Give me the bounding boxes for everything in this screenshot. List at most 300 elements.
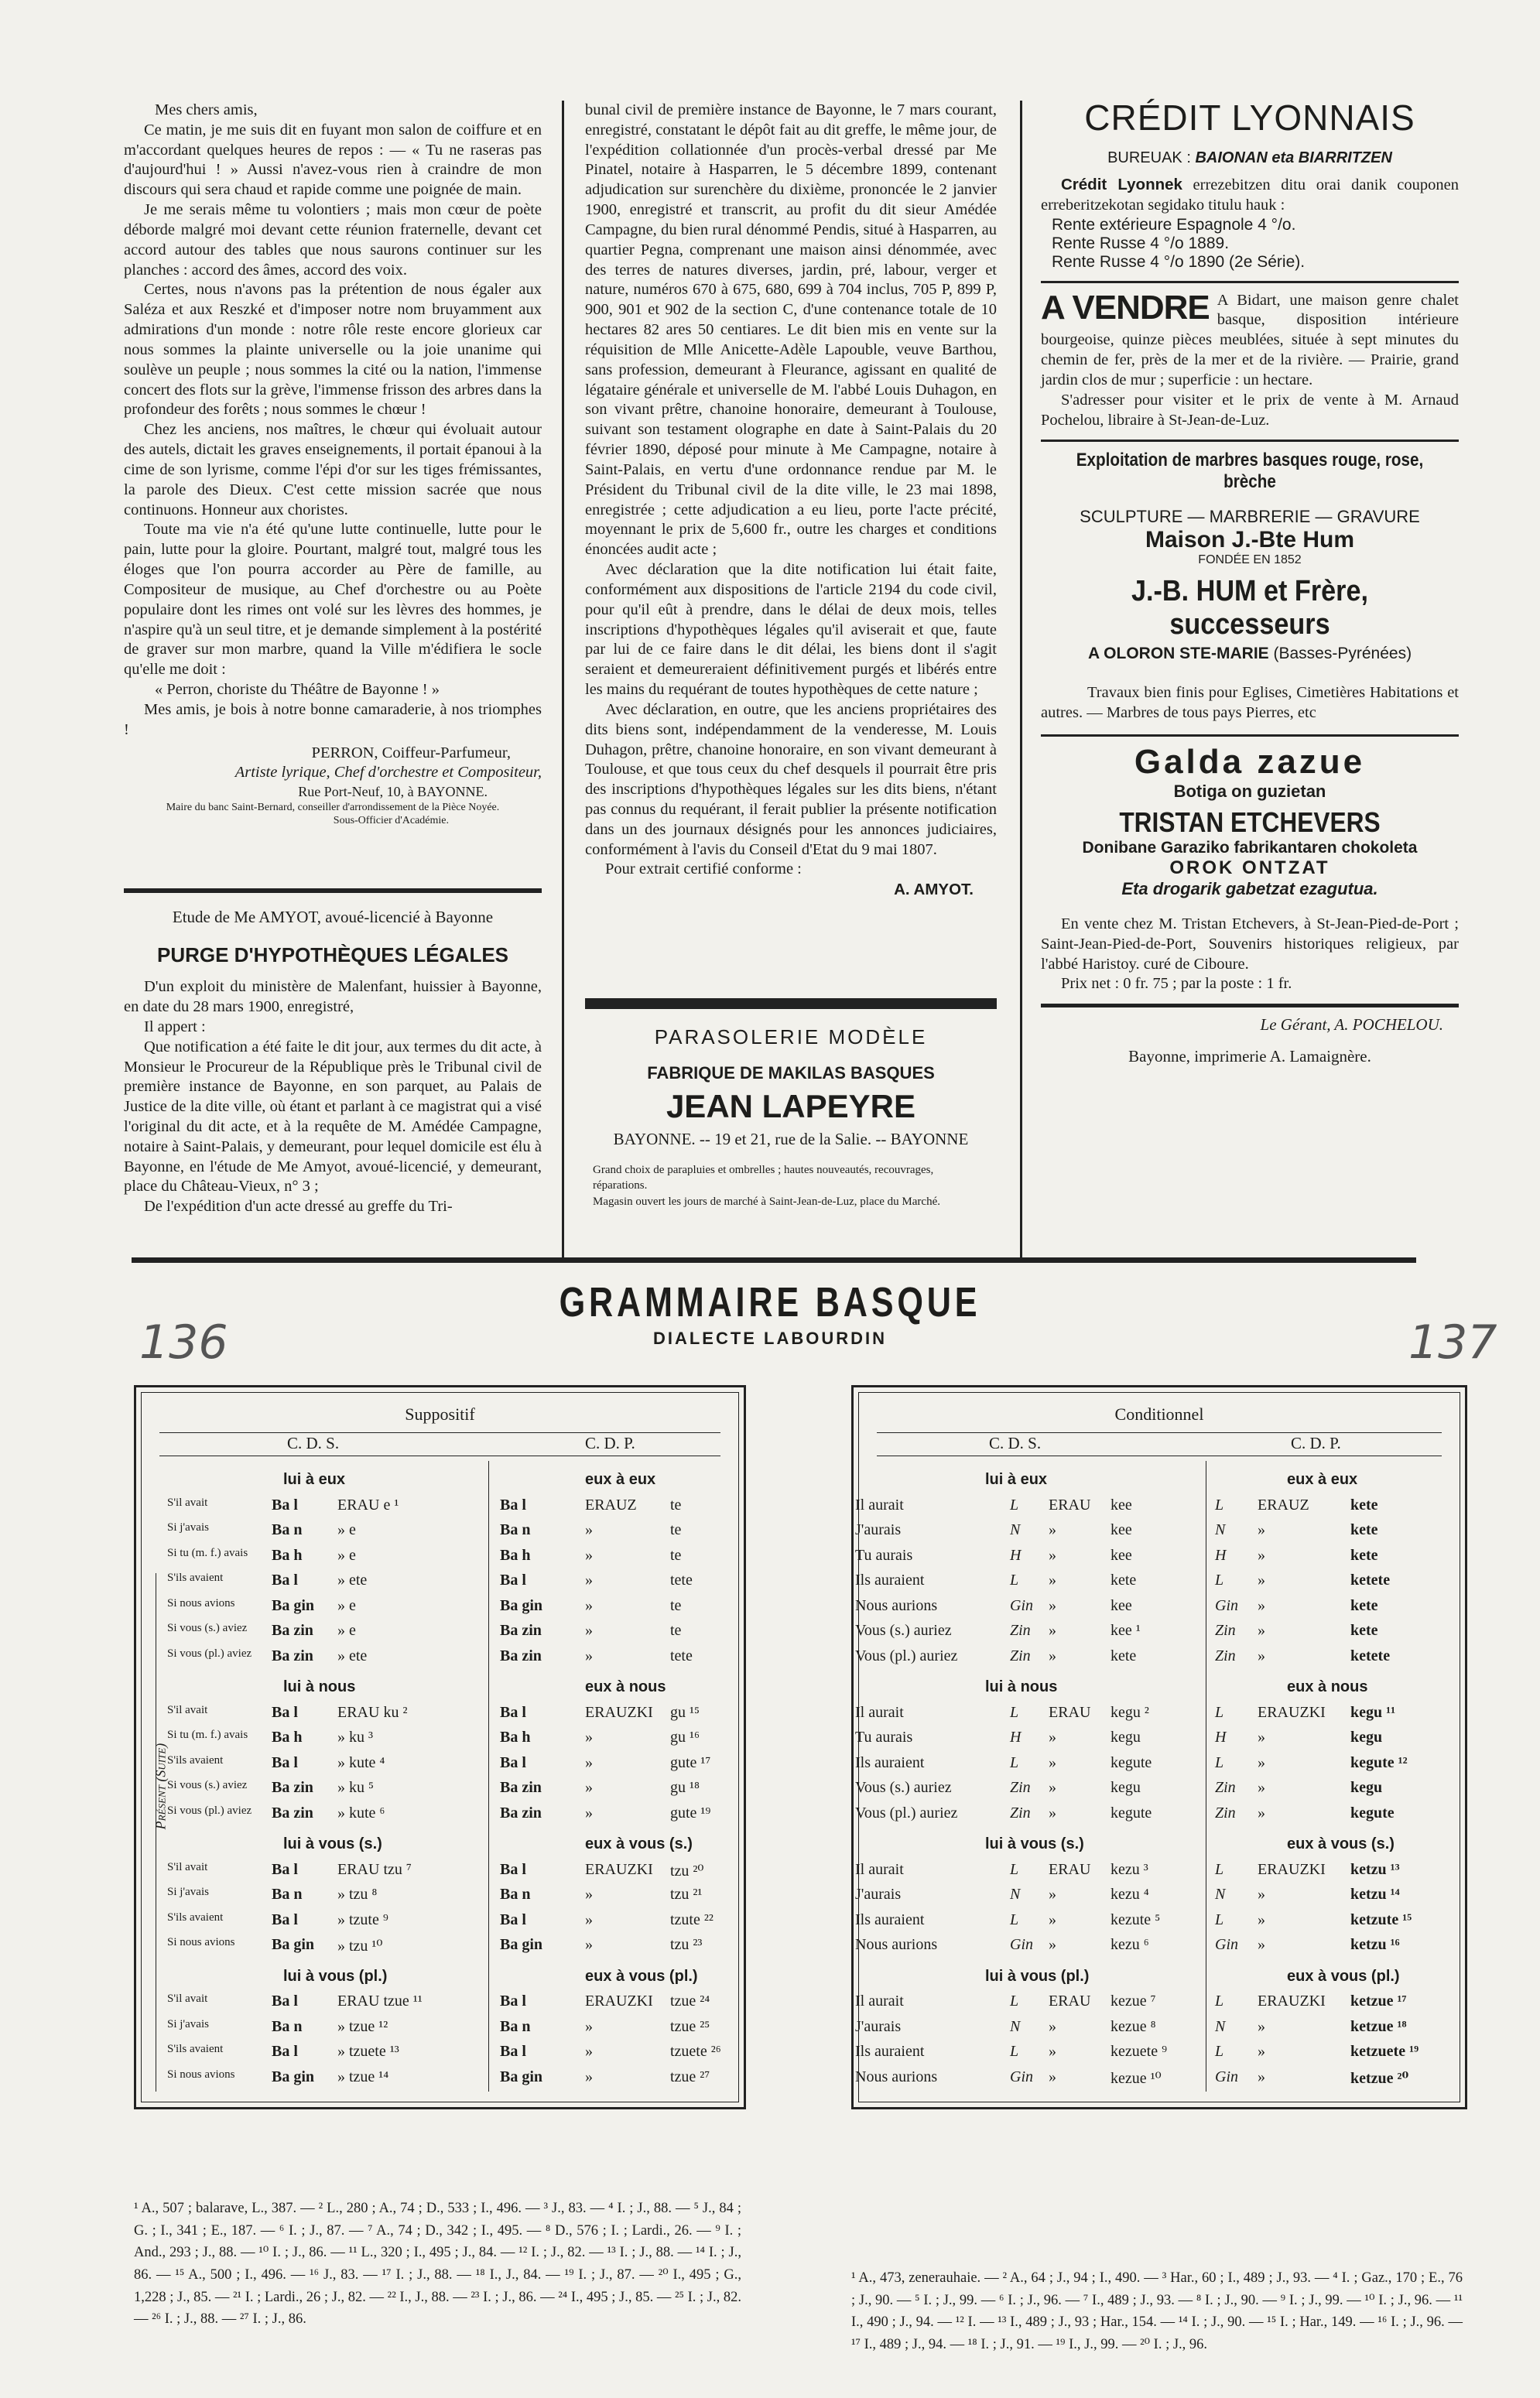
letter-paragraph: « Perron, choriste du Théâtre de Bayonne ! »: [155, 681, 440, 699]
group-label: eux à eux: [585, 1471, 656, 1488]
table-cell: kete: [1350, 1496, 1378, 1514]
table-cell: »: [1049, 1911, 1056, 1928]
group-label: eux à nous: [1287, 1678, 1368, 1695]
table-cell: tzue ²⁷: [670, 2068, 710, 2085]
table-row: [136, 1572, 744, 1597]
table-cell: ERAUZ: [585, 1496, 637, 1514]
table-cell: »: [585, 2017, 593, 2035]
table-cell: »: [585, 1804, 593, 1822]
table-row: [136, 2043, 744, 2068]
table-cell: H: [1010, 1546, 1022, 1564]
table-cell: Zin: [1010, 1779, 1031, 1796]
credit-text: errezebitzen ditu orai danik couponen erreberitzekotan segidako titulu hauk :: [1041, 176, 1459, 214]
table-cell: J'aurais: [855, 2017, 902, 2035]
table-cell: H: [1215, 1729, 1227, 1746]
col-header-cdp: C. D. P.: [1291, 1434, 1341, 1452]
table-cell: ketzute ¹⁵: [1350, 1911, 1412, 1928]
table-row: [854, 1597, 1465, 1623]
table-cell: Gin: [1215, 2068, 1238, 2085]
table-cell: Ba l: [500, 1572, 526, 1589]
table-cell: gu ¹⁸: [670, 1779, 700, 1796]
group-label: eux à vous (s.): [1287, 1835, 1395, 1852]
table-cell: Si j'avais: [167, 1521, 209, 1534]
table-cell: kete: [1350, 1622, 1378, 1639]
table-row: [854, 2043, 1465, 2068]
table-cell: N: [1010, 1521, 1021, 1538]
galda-name: TRISTAN ETCHEVERS: [1119, 806, 1381, 839]
ad-name: JEAN LAPEYRE: [666, 1088, 916, 1124]
table-row: [136, 1804, 744, 1830]
table-cell: kegu: [1350, 1779, 1383, 1796]
table-cell: » e: [337, 1596, 356, 1614]
table-cell: L: [1215, 1860, 1224, 1878]
table-cell: Ba gin: [500, 2068, 543, 2085]
table-cell: »: [1258, 1521, 1265, 1538]
marbres-location: [1041, 645, 1459, 663]
divider: [1041, 440, 1459, 442]
left-column: [124, 101, 542, 828]
table-cell: kete: [1350, 1546, 1378, 1564]
table-cell: L: [1215, 1572, 1224, 1589]
group-label: lui à vous (s.): [283, 1835, 382, 1852]
group-label: lui à vous (pl.): [985, 1967, 1090, 1985]
table-cell: Si nous avions: [167, 2068, 235, 2081]
table-cell: Ba zin: [272, 1622, 313, 1639]
table-cell: Ba h: [500, 1729, 531, 1746]
table-cell: » ete: [337, 1647, 368, 1664]
table-cell: ERAU e ¹: [337, 1496, 399, 1514]
table-cell: S'ils avaient: [167, 1753, 224, 1767]
table-cell: Ba n: [272, 1886, 303, 1903]
group-label: eux à vous (pl.): [1287, 1967, 1400, 1985]
table-cell: ERAUZKI: [1258, 1993, 1326, 2010]
table-cell: L: [1215, 1911, 1224, 1928]
table-row: [136, 1886, 744, 1911]
footnotes-right: ¹ A., 473, zenerauhaie. — ² A., 64 ; J., 94 ; I., 490. — ³ Har., 60 ; I., 489 ; J., 93. — ⁴ I. ; Gaz., 170 ; E., 76 ; J., 90. — ⁵ I. ; J., 99. — ⁶ I. ; J., 96. — ⁷ I., 489 ; J., 93. — ⁸ I. ; J., 90. — ⁹ I. ; J., 99. — ¹⁰ I. ; J., 96. — ¹¹ I., 490 ; J., 94. — ¹² I. — ¹³ I., 489 ; J., 93 ; Har., 154. — ¹⁴ I. ; J., 90. — ¹⁵ I. ; Har., 149. — ¹⁶ I. ; J., 96. — ¹⁷ I., 489 ; J., 94. — ¹⁸ I. ; J., 91. — ¹⁹ I., J., 99. — ²⁰ I. ; J., 96.: [851, 2270, 1463, 2353]
table-cell: kete: [1111, 1572, 1137, 1589]
table-cell: »: [585, 1622, 593, 1639]
table-row: [854, 1547, 1465, 1572]
table-cell: Ba n: [500, 1886, 531, 1903]
table-cell: te: [670, 1596, 682, 1614]
table-row: [854, 1804, 1465, 1830]
table-row: [136, 2068, 744, 2094]
table-cell: gute ¹⁹: [670, 1804, 711, 1822]
table-cell: tzue ²⁵: [670, 2017, 710, 2035]
table-cell: »: [585, 1521, 593, 1538]
table-cell: kegute: [1111, 1804, 1152, 1822]
table-cell: Ba n: [272, 1521, 303, 1538]
table-cell: »: [1049, 1572, 1056, 1589]
table-row: [136, 1497, 744, 1522]
table-cell: Ba h: [500, 1546, 531, 1564]
table-cell: Gin: [1010, 1936, 1033, 1953]
table-cell: Zin: [1215, 1804, 1236, 1822]
table-cell: Il aurait: [855, 1496, 904, 1514]
table-cell: »: [1258, 2017, 1265, 2035]
table-cell: S'ils avaient: [167, 1911, 224, 1924]
table-cell: »: [585, 1647, 593, 1664]
table-cell: Ba zin: [272, 1804, 313, 1822]
table-cell: » tzu ⁸: [337, 1886, 378, 1903]
table-cell: Ba gin: [272, 1596, 315, 1614]
table-cell: Zin: [1010, 1804, 1031, 1822]
table-cell: N: [1010, 2017, 1021, 2035]
table-row: [854, 2068, 1465, 2094]
letter-paragraph: Chez les anciens, nos maîtres, le chœur qui évoluait autour des autels, dictait les graves enseignements, il portait épanoui à la cime de son lyrisme, comme l'épi d'or sur les tiges frémissantes, la parole des Dieux. C'est cette mission sacrée que nous continuons. Honneur aux choristes.: [124, 421, 542, 518]
table-cell: »: [1258, 1622, 1265, 1639]
table-cell: te: [670, 1546, 682, 1564]
table-cell: Ba l: [272, 1572, 298, 1589]
table-cell: »: [1258, 1596, 1265, 1614]
table-cell: kee: [1111, 1546, 1132, 1564]
group-label: eux à vous (pl.): [585, 1967, 698, 1985]
table-cell: Si vous (pl.) aviez: [167, 1647, 252, 1660]
table-cell: N: [1215, 1886, 1226, 1903]
table-cell: kegu ²: [1111, 1703, 1149, 1721]
table-cell: ERAUZKI: [1258, 1703, 1326, 1721]
table-cell: ERAU ku ²: [337, 1703, 408, 1721]
table-cell: Ba l: [500, 1496, 526, 1514]
table-cell: ketzu ¹³: [1350, 1860, 1400, 1878]
table-cell: Ils auraient: [855, 1572, 925, 1589]
table-cell: Ba zin: [500, 1804, 542, 1822]
table-cell: kete: [1111, 1647, 1137, 1664]
table-cell: Vous (s.) auriez: [855, 1622, 952, 1639]
credit-lead: Crédit Lyonnek: [1061, 176, 1182, 193]
table-row: [136, 1547, 744, 1572]
table-cell: te: [670, 1521, 682, 1538]
credit-bureaux-label: BUREUAK :: [1107, 149, 1191, 166]
table-row: [136, 1521, 744, 1547]
table-row: [136, 1647, 744, 1673]
table-cell: Ba zin: [500, 1647, 542, 1664]
group-label: eux à eux: [1287, 1471, 1358, 1488]
table-cell: Ba l: [272, 1860, 298, 1878]
table-row: [854, 1861, 1465, 1887]
divider: [1041, 734, 1459, 737]
middle-column: [585, 101, 997, 900]
table-cell: kegu: [1111, 1779, 1141, 1796]
table-cell: Ba l: [500, 1753, 526, 1771]
table-cell: » tzue ¹²: [337, 2017, 388, 2035]
table-cell: tzuete ²⁶: [670, 2043, 721, 2060]
ad-subtitle: FABRIQUE DE MAKILAS BASQUES: [647, 1063, 935, 1083]
table-cell: »: [1258, 1886, 1265, 1903]
table-cell: » tzue ¹⁴: [337, 2068, 389, 2085]
table-cell: kezue ⁸: [1111, 2017, 1156, 2035]
table-cell: ketzue ¹⁸: [1350, 2017, 1407, 2035]
table-row: [136, 1704, 744, 1729]
table-cell: Si vous (pl.) aviez: [167, 1804, 252, 1817]
table-cell: »: [1049, 1729, 1056, 1746]
table-cell: Vous (s.) auriez: [855, 1779, 952, 1796]
divider: [1041, 281, 1459, 283]
table-cell: ERAUZKI: [585, 1993, 653, 2010]
table-row: [854, 2018, 1465, 2044]
table-cell: »: [585, 1729, 593, 1746]
marbres-text: Travaux bien finis pour Eglises, Cimetières Habitations et autres. — Marbres de tous pays Pierres, etc: [1041, 684, 1459, 722]
table-row: [854, 1521, 1465, 1547]
column-rule: [562, 101, 564, 1261]
table-cell: »: [585, 2043, 593, 2060]
table-cell: Ils auraient: [855, 1753, 925, 1771]
table-cell: Ba h: [272, 1546, 303, 1564]
table-cell: Ba n: [500, 2017, 531, 2035]
table-cell: N: [1215, 1521, 1226, 1538]
table-row: [136, 2018, 744, 2044]
table-cell: tzu ²¹: [670, 1886, 703, 1903]
table-cell: gu ¹⁵: [670, 1703, 700, 1721]
middle-paragraph: Avec déclaration que la dite notification lui était faite, conformément aux dispositions de l'article 2194 du code civil, pour qu'il eût à prendre, dans le délai de deux mois, telles inscriptions d'hypothèques légales qu'il aviserait et que, faute par lui de ce faire dans le dit délai, les biens dont il s'agit seraient et demeureraient définitivement purgés et libérés entre les mains du requérant de toutes hypothèques de cette nature ;: [585, 561, 997, 699]
table-cell: ketzu ¹⁴: [1350, 1886, 1400, 1903]
table-cell: kezu ⁶: [1111, 1936, 1149, 1953]
table-row: [136, 1754, 744, 1780]
table-cell: ERAU: [1049, 1496, 1091, 1514]
table-cell: ketzu ¹⁶: [1350, 1936, 1400, 1953]
table-row: [136, 1779, 744, 1804]
credit-item: Rente Russe 4 °/o 1890 (2e Série).: [1052, 252, 1306, 271]
table-cell: tzu ²³: [670, 1936, 703, 1953]
group-label: eux à vous (s.): [585, 1835, 693, 1852]
purge-paragraph: De l'expédition d'un acte dressé au greffe du Tri-: [144, 1198, 453, 1216]
table-cell: kezu ⁴: [1111, 1886, 1149, 1903]
table-cell: Tu aurais: [855, 1546, 913, 1564]
table-cell: Vous (pl.) auriez: [855, 1647, 958, 1664]
purge-paragraph: Que notification a été faite le dit jour, aux termes du dit acte, à Monsieur le Procureur de la République près le Tribunal civil de première instance de Bayonne, en son parquet, au Palais de Justice de la dite ville, où étant et parlant à ce magistrat qui a visé l'original du dit acte, et à la requête de M. Amédée Campagne, notaire à Saint-Palais, y demeurant, pour lequel domicile est élu à Bayonne, en l'étude de Me Amyot, avoué-licencié, y demeurant, place du Château-Vieux, n° 3 ;: [124, 1038, 542, 1196]
col-header-cds: C. D. S.: [287, 1434, 340, 1452]
signature-name: PERRON, Coiffeur-Parfumeur,: [311, 744, 511, 761]
table-cell: kete: [1350, 1521, 1378, 1538]
table-cell: L: [1010, 1753, 1019, 1771]
col-header-cdp: C. D. P.: [585, 1434, 635, 1452]
galda-line: OROK ONTZAT: [1169, 857, 1330, 879]
galda-title: Galda zazue: [1134, 743, 1366, 782]
table-cell: L: [1010, 2043, 1019, 2060]
table-cell: kezu ³: [1111, 1860, 1148, 1878]
table-cell: »: [585, 1779, 593, 1796]
middle-paragraph: Avec déclaration, en outre, que les anciens propriétaires des dits biens sont, indépendamment de la venderesse, M. Louis Duhagon, prêtre, chanoine honoraire, en son vivant demeurant à Toulouse, et que tous ceux du chef desquels il pourrait être pris des inscriptions d'hypothèques légales sur les dits biens, n'étant pas connus du requérant, il ferait publier la présente notification dans un des journaux désignés pour les annonces judiciaires, conformément à l'avis du Conseil d'Etat du 9 mai 1807.: [585, 700, 997, 858]
marbres-successeurs: J.-B. HUM et Frère, successeurs: [1131, 575, 1368, 641]
table-cell: Il aurait: [855, 1860, 904, 1878]
credit-bureaux-cities: BAIONAN eta BIARRITZEN: [1195, 149, 1392, 166]
table-cell: tete: [670, 1572, 693, 1589]
table-cell: »: [1049, 1779, 1056, 1796]
table-cell: Ba l: [500, 1993, 526, 2010]
table-cell: tete: [670, 1647, 693, 1664]
footnotes-left: ¹ A., 507 ; balarave, L., 387. — ² L., 280 ; A., 74 ; D., 533 ; I., 496. — ³ J., 83. — ⁴ I. ; J., 88. — ⁵ J., 84 ; G. ; I., 341 ; E., 187. — ⁶ I. ; J., 87. — ⁷ A., 74 ; D., 342 ; I., 495. — ⁸ D., 576 ; I. ; Lardi., 26. — ⁹ I. ; And., 293 ; J., 88. — ¹⁰ I. ; J., 86. — ¹¹ L., 320 ; I., 495 ; J., 84. — ¹² I. ; J., 82. — ¹³ I. ; J., 88. — ¹⁴ I. ; J., 86. — ¹⁵ A., 500 ; I., 496. — ¹⁶ J., 83. — ¹⁷ I. ; J., 88. — ¹⁸ I., J., 84. — ¹⁹ I. ; J., 87. — ²⁰ I., 495 ; G., 1,228 ; J., 85. — ²¹ I. ; Lardi., 26 ; J., 82. — ²² I., J., 88. — ²³ I. ; J., 86. — ²⁴ I., 495 ; J., 85. — ²⁵ I. ; J., 82. — ²⁶ I. ; J., 88. — ²⁷ I. ; J., 86.: [134, 2201, 741, 2328]
table-cell: »: [1049, 1936, 1056, 1953]
table-cell: »: [1258, 1936, 1265, 1953]
table-cell: L: [1215, 2043, 1224, 2060]
credit-item: Rente extérieure Espagnole 4 °/o.: [1052, 215, 1296, 234]
table-cell: Il aurait: [855, 1993, 904, 2010]
side-label: Présent (Suite): [152, 1743, 169, 1830]
table-cell: Zin: [1010, 1622, 1031, 1639]
table-cell: »: [585, 1596, 593, 1614]
letter-paragraph: Je me serais même tu volontiers ; mais mon cœur de poète déborde malgré moi devant cette réunion fraternelle, devant cet accord autour des tables que nous saurons continuer sur les planches : accord des âmes, accord des voix.: [124, 201, 542, 279]
galda-line: Botiga on guzietan: [1173, 782, 1326, 802]
table-cell: S'il avait: [167, 1703, 208, 1716]
table-cell: te: [670, 1496, 682, 1514]
group-label: lui à eux: [985, 1471, 1048, 1488]
table-cell: Ba l: [500, 1860, 526, 1878]
marbres-city: A OLORON STE-MARIE: [1087, 645, 1269, 663]
group-label: lui à nous: [985, 1678, 1058, 1695]
table-cell: kezuete ⁹: [1111, 2043, 1168, 2060]
table-cell: Gin: [1010, 1596, 1033, 1614]
table-cell: Ba l: [272, 1703, 298, 1721]
table-cell: Ba l: [500, 2043, 526, 2060]
table-cell: Vous (pl.) auriez: [855, 1804, 958, 1822]
table-cell: Gin: [1215, 1596, 1238, 1614]
table-cell: Ba h: [272, 1729, 303, 1746]
galda-line: Eta drogarik gabetzat ezagutua.: [1121, 879, 1378, 899]
table-cell: »: [1049, 1753, 1056, 1771]
table-cell: Ba zin: [272, 1647, 313, 1664]
table-cell: kezute ⁵: [1111, 1911, 1161, 1928]
table-cell: »: [1258, 1729, 1265, 1746]
table-cell: H: [1215, 1546, 1227, 1564]
page-number-left: 136: [139, 1315, 228, 1370]
table-cell: Si vous (s.) aviez: [167, 1622, 248, 1634]
table-cell: Si tu (m. f.) avais: [167, 1729, 248, 1741]
divider: [1041, 1004, 1459, 1007]
table-cell: »: [1049, 1546, 1056, 1564]
table-cell: » ete: [337, 1572, 368, 1589]
table-cell: » kute ⁶: [337, 1804, 385, 1822]
letter-paragraph: Certes, nous n'avons pas la prétention de nous égaler aux Saléza et aux Reszké et d'imposer notre nom bruyamment aux admirations d'un monde : notre rôle reste encore glorieux car nous sommes la plainte universelle ou la joie unanime qui soulève un peuple ; nous sommes la cité ou la nation, l'immense concert des flots sur la grève, l'immense frisson des arbres dans la profondeur des forêts ; nous sommes le chœur !: [124, 281, 542, 419]
table-cell: ERAUZKI: [585, 1860, 653, 1878]
extrait-line: Pour extrait certifié conforme :: [605, 860, 802, 878]
group-label: lui à nous: [283, 1678, 356, 1695]
table-cell: L: [1010, 1703, 1019, 1721]
table-row: [854, 1993, 1465, 2018]
table-cell: L: [1215, 1496, 1224, 1514]
table-row: [136, 1729, 744, 1754]
table-cell: »: [585, 1572, 593, 1589]
table-cell: gute ¹⁷: [670, 1753, 711, 1771]
page-number-right: 137: [1408, 1315, 1497, 1370]
table-cell: Ba l: [272, 1496, 298, 1514]
ad-title: PARASOLERIE MODÈLE: [654, 1025, 928, 1048]
table-cell: Ils auraient: [855, 2043, 925, 2060]
table-cell: » ku ⁵: [337, 1779, 374, 1796]
table-cell: S'ils avaient: [167, 1572, 224, 1584]
table-cell: kegu: [1111, 1729, 1141, 1746]
table-cell: Il aurait: [855, 1703, 904, 1721]
table-cell: Ba n: [272, 2017, 303, 2035]
table-cell: »: [1258, 1804, 1265, 1822]
galda-line: Donibane Garaziko fabrikantaren chokoleta: [1082, 839, 1418, 857]
table-row: [854, 1572, 1465, 1597]
table-cell: S'il avait: [167, 1860, 208, 1873]
table-cell: L: [1215, 1753, 1224, 1771]
table-cell: Zin: [1215, 1779, 1236, 1796]
signature-address: Rue Port-Neuf, 10, à BAYONNE.: [298, 784, 488, 800]
table-cell: »: [1049, 1521, 1056, 1538]
table-cell: ketete: [1350, 1572, 1391, 1589]
table-cell: »: [585, 1753, 593, 1771]
table-cell: Ba l: [500, 1703, 526, 1721]
table-cell: tzute ²²: [670, 1911, 714, 1928]
table-cell: L: [1010, 1993, 1019, 2010]
table-row: [854, 1886, 1465, 1911]
table-cell: kegute ¹²: [1350, 1753, 1408, 1771]
table-cell: Zin: [1215, 1647, 1236, 1664]
table-cell: L: [1215, 1993, 1224, 2010]
table-cell: Si nous avions: [167, 1936, 235, 1948]
marbres-founded: FONDÉE EN 1852: [1198, 553, 1302, 567]
table-cell: » e: [337, 1622, 356, 1639]
table-row: [136, 1936, 744, 1962]
table-cell: Zin: [1010, 1647, 1031, 1664]
table-cell: te: [670, 1622, 682, 1639]
table-cell: Nous aurions: [855, 1596, 938, 1614]
table-cell: ERAU: [1049, 1703, 1091, 1721]
suppositif-table: [134, 1385, 746, 2109]
table-cell: Si nous avions: [167, 1596, 235, 1609]
purge-paragraph: D'un exploit du ministère de Malenfant, huissier à Bayonne, en date du 28 mars 1900, enregistré,: [124, 978, 542, 1016]
table-cell: Ba gin: [272, 1936, 315, 1953]
table-cell: Zin: [1215, 1622, 1236, 1639]
credit-title: CRÉDIT LYONNAIS: [1084, 97, 1415, 138]
table-cell: »: [1049, 1622, 1056, 1639]
table-cell: kezue ¹⁰: [1111, 2069, 1162, 2087]
ad-note: Grand choix de parapluies et ombrelles ; hautes nouveautés, recouvrages, réparations.: [593, 1164, 934, 1192]
table-row: [854, 1704, 1465, 1729]
credit-item: Rente Russe 4 °/o 1889.: [1052, 234, 1230, 252]
table-cell: gu ¹⁶: [670, 1729, 700, 1746]
group-label: eux à nous: [585, 1678, 666, 1695]
table-cell: Ba gin: [500, 1936, 543, 1953]
table-row: [854, 1779, 1465, 1804]
table-cell: » e: [337, 1521, 356, 1538]
table-row: [136, 1911, 744, 1937]
table-cell: »: [1258, 1911, 1265, 1928]
table-heading: Suppositif: [405, 1404, 475, 1424]
table-cell: Ba l: [272, 1993, 298, 2010]
marbres-maison: Maison J.-Bte Hum: [1145, 527, 1355, 553]
table-cell: »: [1049, 2068, 1056, 2085]
table-row: [136, 1861, 744, 1887]
table-cell: Ba l: [500, 1911, 526, 1928]
table-cell: »: [1258, 1647, 1265, 1664]
table-cell: »: [1049, 1804, 1056, 1822]
parasolerie-ad: [585, 1025, 997, 1257]
table-cell: kezue ⁷: [1111, 1993, 1156, 2010]
imprimerie-line: Bayonne, imprimerie A. Lamaignère.: [1128, 1046, 1371, 1066]
table-body: [854, 1387, 1465, 2107]
table-body: [136, 1387, 744, 2107]
vendre-text2: S'adresser pour visiter et le prix de vente à M. Arnaud Pochelou, libraire à St-Jean-de-Luz.: [1041, 391, 1459, 429]
table-cell: »: [1258, 2043, 1265, 2060]
table-cell: N: [1010, 1886, 1021, 1903]
table-cell: »: [585, 1911, 593, 1928]
group-label: lui à vous (s.): [985, 1835, 1084, 1852]
table-cell: ketzue ¹⁷: [1350, 1993, 1407, 2010]
table-cell: Ba l: [272, 2043, 298, 2060]
table-cell: L: [1010, 1860, 1019, 1878]
table-cell: »: [585, 1546, 593, 1564]
marbres-department: (Basses-Pyrénées): [1273, 645, 1412, 663]
amyot-signature: A. AMYOT.: [894, 881, 974, 899]
table-cell: »: [585, 1936, 593, 1953]
table-cell: Gin: [1215, 1936, 1238, 1953]
table-cell: » tzu ¹⁰: [337, 1938, 383, 1955]
table-cell: »: [1049, 1647, 1056, 1664]
ad-address: BAYONNE. -- 19 et 21, rue de la Salie. -- BAYONNE: [613, 1130, 969, 1148]
